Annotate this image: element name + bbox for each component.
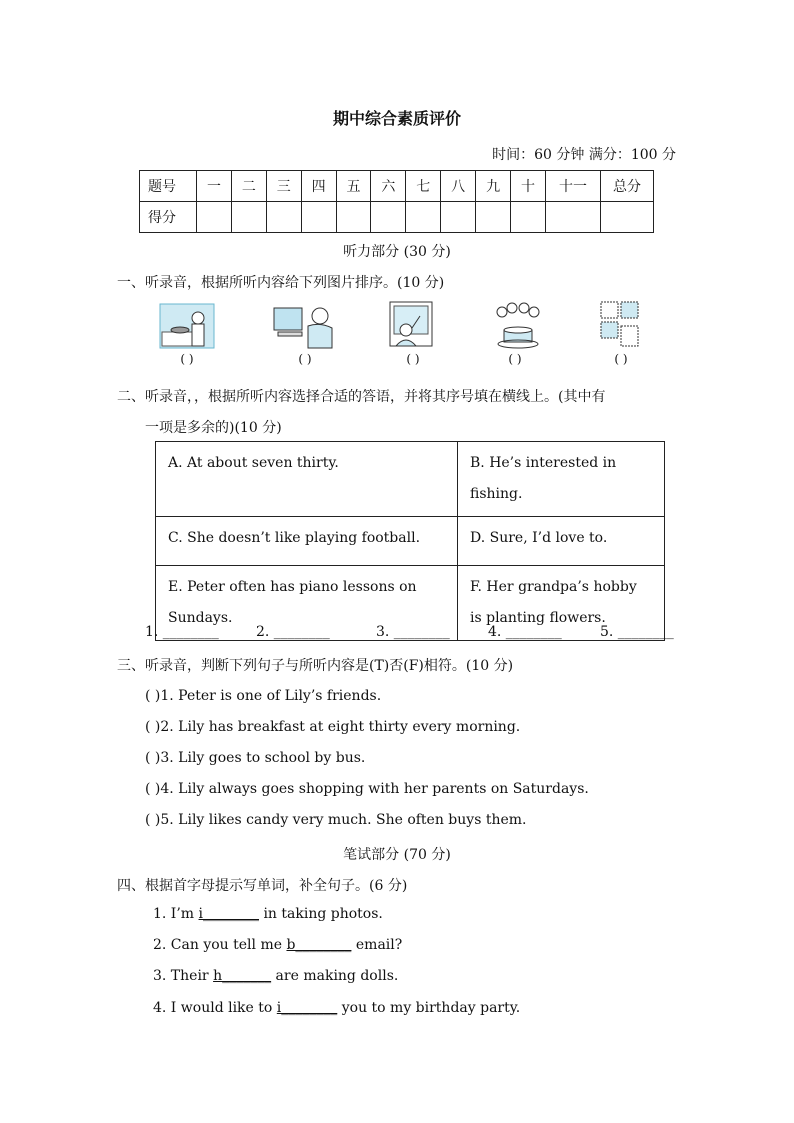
score-col: 二 bbox=[231, 171, 266, 202]
computer-picture bbox=[272, 300, 336, 350]
score-cell[interactable] bbox=[546, 202, 601, 233]
q3-item[interactable]: ( )5. Lily likes candy very much. She often buys them. bbox=[145, 812, 527, 828]
q1-bracket[interactable]: ( ) bbox=[614, 352, 628, 366]
score-cell[interactable] bbox=[476, 202, 511, 233]
score-col: 十 bbox=[511, 171, 546, 202]
score-col: 六 bbox=[371, 171, 406, 202]
q4-prompt: 四、根据首字母提示写单词，补全句子。(6 分) bbox=[117, 878, 408, 894]
option-d: D. Sure, I’d love to. bbox=[458, 517, 665, 566]
q3-item[interactable]: ( )1. Peter is one of Lily’s friends. bbox=[145, 688, 382, 704]
score-cell[interactable] bbox=[301, 202, 336, 233]
score-col: 四 bbox=[301, 171, 336, 202]
score-col-total: 总分 bbox=[601, 171, 654, 202]
q4-blank[interactable]: b________ bbox=[286, 937, 352, 953]
q1-bracket[interactable]: ( ) bbox=[180, 352, 194, 366]
q2-options-table bbox=[155, 441, 665, 641]
q2-blank-4[interactable]: 4. ________ bbox=[488, 624, 562, 640]
q2-blank-1[interactable]: 1. ________ bbox=[145, 624, 219, 640]
score-cell[interactable] bbox=[231, 202, 266, 233]
q4-item-pre: 3. Their bbox=[153, 968, 214, 984]
option-e: E. Peter often has piano lessons on Sundays. bbox=[156, 566, 458, 641]
q4-item-pre: 2. Can you tell me bbox=[153, 937, 287, 953]
score-col: 九 bbox=[476, 171, 511, 202]
score-cell[interactable] bbox=[197, 202, 232, 233]
window-cleaning-picture bbox=[386, 300, 436, 350]
q4-item-post: are making dolls. bbox=[271, 968, 399, 984]
option-a: A. At about seven thirty. bbox=[156, 442, 458, 517]
score-cell[interactable] bbox=[441, 202, 476, 233]
q4-item bbox=[153, 1000, 520, 1016]
score-col: 五 bbox=[336, 171, 371, 202]
q2-prompt-line2: 一项是多余的)(10 分) bbox=[145, 420, 282, 436]
birthday-cake-picture bbox=[492, 300, 544, 350]
q1-bracket[interactable]: ( ) bbox=[508, 352, 522, 366]
q3-item[interactable]: ( )4. Lily always goes shopping with her parents on Saturdays. bbox=[145, 781, 589, 797]
page-title: 期中综合素质评价 bbox=[332, 109, 461, 128]
q2-blank-3[interactable]: 3. ________ bbox=[376, 624, 450, 640]
score-cell[interactable] bbox=[266, 202, 301, 233]
q3-item[interactable]: ( )3. Lily goes to school by bus. bbox=[145, 750, 366, 766]
q2-prompt-line1: 二、听录音，，根据所听内容选择合适的答语，并将其序号填在横线上。(其中有 bbox=[117, 389, 606, 405]
score-col: 一 bbox=[197, 171, 232, 202]
q4-item bbox=[153, 937, 402, 953]
cooking-picture bbox=[158, 300, 216, 350]
option-b: B. He’s interested in fishing. bbox=[458, 442, 665, 517]
q2-blank-5[interactable]: 5. ________ bbox=[600, 624, 674, 640]
q4-item-post: in taking photos. bbox=[259, 906, 383, 922]
writing-header: 笔试部分 (70 分) bbox=[343, 847, 451, 863]
score-col: 八 bbox=[441, 171, 476, 202]
score-col: 三 bbox=[266, 171, 301, 202]
q1-bracket[interactable]: ( ) bbox=[298, 352, 312, 366]
exam-meta: 时间：60 分钟 满分：100 分 bbox=[492, 147, 676, 163]
score-col: 十一 bbox=[546, 171, 601, 202]
q4-item-post: email? bbox=[351, 937, 403, 953]
q4-blank[interactable]: i________ bbox=[276, 1000, 338, 1016]
q4-blank[interactable]: i________ bbox=[198, 906, 259, 922]
q4-item-post: you to my birthday party. bbox=[337, 1000, 521, 1016]
q4-item bbox=[153, 906, 383, 922]
score-cell[interactable] bbox=[336, 202, 371, 233]
q3-prompt: 三、听录音，判断下列句子与所听内容是(T)否(F)相符。(10 分) bbox=[117, 658, 514, 674]
q1-bracket[interactable]: ( ) bbox=[406, 352, 420, 366]
q4-item bbox=[153, 968, 398, 984]
score-cell-total[interactable] bbox=[601, 202, 654, 233]
stamps-picture bbox=[600, 300, 640, 350]
q4-blank[interactable]: h_______ bbox=[213, 968, 272, 984]
q3-item[interactable]: ( )2. Lily has breakfast at eight thirty every morning. bbox=[145, 719, 521, 735]
score-row-label: 题号 bbox=[140, 171, 197, 202]
option-f: F. Her grandpa’s hobby is planting flowers. bbox=[458, 566, 665, 641]
score-cell[interactable] bbox=[371, 202, 406, 233]
listening-header: 听力部分 (30 分) bbox=[343, 244, 451, 260]
q4-item-pre: 1. I’m bbox=[153, 906, 199, 922]
score-row-label: 得分 bbox=[140, 202, 197, 233]
q1-prompt: 一、听录音，根据所听内容给下列图片排序。(10 分) bbox=[117, 275, 445, 291]
score-col: 七 bbox=[406, 171, 441, 202]
option-c: C. She doesn’t like playing football. bbox=[156, 517, 458, 566]
q4-item-pre: 4. I would like to bbox=[153, 1000, 277, 1016]
score-cell[interactable] bbox=[406, 202, 441, 233]
q2-blank-2[interactable]: 2. ________ bbox=[256, 624, 330, 640]
score-cell[interactable] bbox=[511, 202, 546, 233]
score-table bbox=[139, 170, 654, 233]
